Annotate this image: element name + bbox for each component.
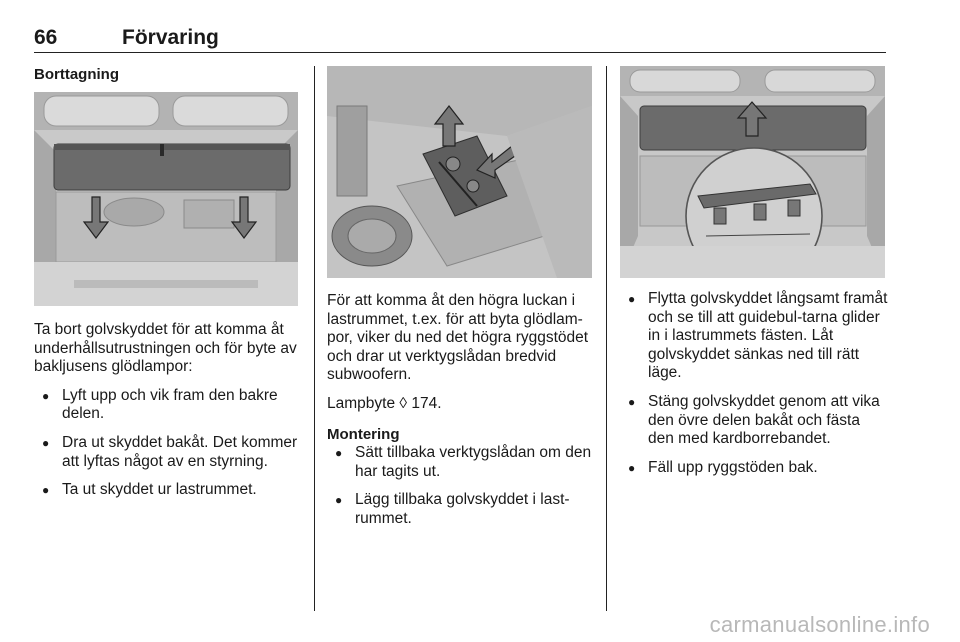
reference-page-link[interactable]: 174. (411, 394, 442, 412)
list-item: ● Sätt tillbaka verktygslådan om den har tagits ut. (327, 444, 595, 481)
column-2-text (327, 292, 595, 539)
list-item: ● Fäll upp ryggstöden bak. (620, 459, 888, 478)
column-1-text (34, 321, 302, 510)
list-item: ● Flytta golvskyddet långsamt framåt och se till att guidebul-tarna glider in i lastrummets fästen. Låt golvskyddet sänkas ned till rätt läge. (620, 290, 888, 383)
column-divider (606, 66, 607, 611)
list-item: ● Lägg tillbaka golvskyddet i last-rummet. (327, 491, 595, 528)
figure-cargo-cover-removal (34, 92, 298, 306)
column-1 (34, 66, 302, 85)
installation-steps-continued (620, 290, 888, 477)
column-3-text (620, 290, 888, 487)
watermark: carmanualsonline.info (709, 612, 930, 637)
chapter-title: Förvaring (122, 26, 219, 49)
page-number: 66 (34, 26, 58, 49)
list-item: ● Stäng golvskyddet genom att vika den övre delen bakåt och fästa den med kardborrebandet. (620, 393, 888, 449)
figure-cover-installation (620, 66, 885, 278)
section-heading: Borttagning (34, 66, 119, 83)
reference-arrow-icon: ◊ (399, 394, 408, 412)
removal-steps (34, 387, 302, 500)
intro-paragraph: Ta bort golvskyddet för att komma åt underhållsutrustningen och för byte av bakljusens glödlampor: (34, 321, 297, 376)
column-divider (314, 66, 315, 611)
figure-toolbox-access (327, 66, 592, 278)
reference-line (327, 395, 595, 414)
installation-steps (327, 444, 595, 528)
reference-label: Lampbyte (327, 394, 396, 412)
access-paragraph: För att komma åt den högra luckan i lastrummet, t.ex. för att byta glödlam-por, viker du ned det högra ryggstödet och drar ut verktygslådan bredvid subwoofern. (327, 292, 589, 384)
list-item: ● Ta ut skyddet ur lastrummet. (34, 481, 302, 500)
list-item: ● Lyft upp och vik fram den bakre delen. (34, 387, 302, 424)
page-header (34, 26, 886, 53)
list-item: ● Dra ut skyddet bakåt. Det kommer att lyftas något av en styrning. (34, 434, 302, 471)
section-heading: Montering (327, 425, 400, 443)
